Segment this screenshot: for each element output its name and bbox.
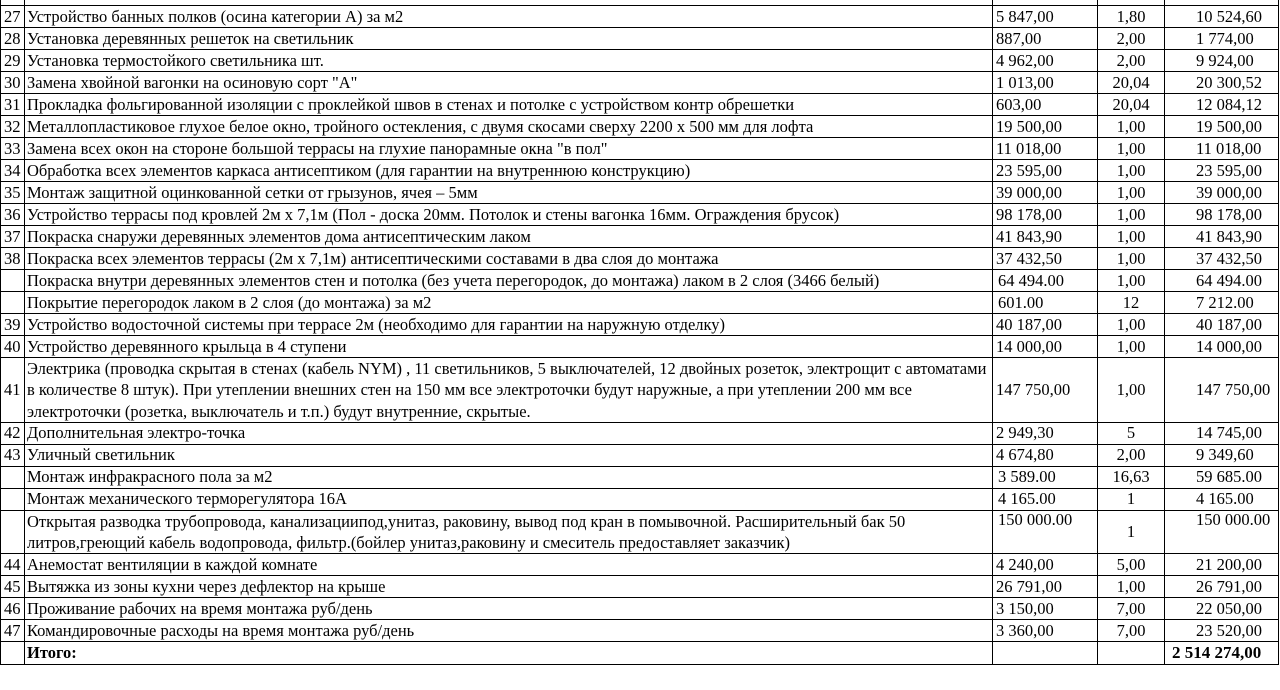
row-unit-price: 64 494.00 — [993, 270, 1098, 292]
row-unit-price: 23 595,00 — [993, 160, 1098, 182]
table-row — [1, 28, 1279, 50]
row-description: Покраска снаружи деревянных элементов дома антисептическим лаком — [25, 226, 993, 248]
row-total: 19 500,00 — [1165, 116, 1279, 138]
row-quantity: 1,00 — [1098, 314, 1165, 336]
table-row — [1, 620, 1279, 642]
row-quantity: 2,00 — [1098, 50, 1165, 72]
row-number: 29 — [1, 50, 25, 72]
row-total: 41 843,90 — [1165, 226, 1279, 248]
row-quantity: 12 — [1098, 292, 1165, 314]
row-total: 4 165.00 — [1165, 488, 1279, 510]
row-number: 33 — [1, 138, 25, 160]
row-unit-price: 4 962,00 — [993, 50, 1098, 72]
totals-label: Итого: — [25, 642, 993, 665]
row-quantity: 1,00 — [1098, 204, 1165, 226]
row-unit-price: 601.00 — [993, 292, 1098, 314]
row-number: 27 — [1, 6, 25, 28]
totals-num-cell — [1, 642, 25, 665]
row-quantity: 1,00 — [1098, 358, 1165, 423]
row-quantity: 1,00 — [1098, 336, 1165, 358]
table-row — [1, 598, 1279, 620]
row-description: Вытяжка из зоны кухни через дефлектор на крыше — [25, 576, 993, 598]
row-total: 9 349,60 — [1165, 444, 1279, 466]
table-row — [1, 50, 1279, 72]
table-row — [1, 422, 1279, 444]
row-number: 30 — [1, 72, 25, 94]
table-row — [1, 554, 1279, 576]
row-quantity: 1,00 — [1098, 270, 1165, 292]
row-unit-price: 41 843,90 — [993, 226, 1098, 248]
row-number: 35 — [1, 182, 25, 204]
table-row — [1, 94, 1279, 116]
row-quantity: 1,00 — [1098, 182, 1165, 204]
row-description: Анемостат вентиляции в каждой комнате — [25, 554, 993, 576]
row-unit-price: 14 000,00 — [993, 336, 1098, 358]
row-number: 42 — [1, 422, 25, 444]
row-description: Замена всех окон на стороне большой террасы на глухие панорамные окна "в пол" — [25, 138, 993, 160]
row-quantity: 5,00 — [1098, 554, 1165, 576]
row-unit-price: 147 750,00 — [993, 358, 1098, 423]
table-row — [1, 204, 1279, 226]
row-unit-price: 3 589.00 — [993, 466, 1098, 488]
row-total: 1 774,00 — [1165, 28, 1279, 50]
row-description: Электрика (проводка скрытая в стенах (кабель NYM) , 11 светильников, 5 выключателей, 12 двойных розеток, электрощит с автоматами в количестве 8 штук). При утеплении внешних стен на 150 мм все электроточки будут наружные, а при утеплении 200 мм все электроточки (розетка, выключатель и т.п.) будут внутренние, скрытые. — [25, 358, 993, 423]
row-unit-price: 3 150,00 — [993, 598, 1098, 620]
row-total: 39 000,00 — [1165, 182, 1279, 204]
row-total: 59 685.00 — [1165, 466, 1279, 488]
row-number: 31 — [1, 94, 25, 116]
row-total: 98 178,00 — [1165, 204, 1279, 226]
row-unit-price: 39 000,00 — [993, 182, 1098, 204]
row-unit-price: 11 018,00 — [993, 138, 1098, 160]
row-total: 10 524,60 — [1165, 6, 1279, 28]
row-number — [1, 466, 25, 488]
row-number — [1, 292, 25, 314]
row-number: 39 — [1, 314, 25, 336]
row-unit-price: 603,00 — [993, 94, 1098, 116]
row-description: Устройство деревянного крыльца в 4 ступени — [25, 336, 993, 358]
row-unit-price: 37 432,50 — [993, 248, 1098, 270]
row-description: Проживание рабочих на время монтажа руб/день — [25, 598, 993, 620]
row-number: 28 — [1, 28, 25, 50]
row-total: 11 018,00 — [1165, 138, 1279, 160]
row-number: 47 — [1, 620, 25, 642]
row-description: Металлопластиковое глухое белое окно, тройного остекления, с двумя скосами сверху 2200 х 500 мм для лофта — [25, 116, 993, 138]
row-unit-price: 3 360,00 — [993, 620, 1098, 642]
row-description: Прокладка фольгированной изоляции с проклейкой швов в стенах и потолке с устройством контр обрешетки — [25, 94, 993, 116]
row-total: 22 050,00 — [1165, 598, 1279, 620]
table-row — [1, 116, 1279, 138]
row-quantity: 1,00 — [1098, 248, 1165, 270]
row-total: 64 494.00 — [1165, 270, 1279, 292]
row-description: Покраска внутри деревянных элементов стен и потолка (без учета перегородок, до монтажа) лаком в 2 слоя (3466 белый) — [25, 270, 993, 292]
table-row — [1, 182, 1279, 204]
row-description: Установка деревянных решеток на светильник — [25, 28, 993, 50]
table-row — [1, 72, 1279, 94]
totals-qty-cell — [1098, 642, 1165, 665]
row-description: Обработка всех элементов каркаса антисептиком (для гарантии на внутреннюю конструкцию) — [25, 160, 993, 182]
row-description: Монтаж механического терморегулятора 16А — [25, 488, 993, 510]
table-row — [1, 358, 1279, 423]
row-quantity: 1,80 — [1098, 6, 1165, 28]
table-row — [1, 248, 1279, 270]
table-row — [1, 226, 1279, 248]
row-quantity: 20,04 — [1098, 94, 1165, 116]
row-quantity: 1,00 — [1098, 226, 1165, 248]
row-total: 150 000.00 — [1165, 510, 1279, 554]
row-quantity: 1,00 — [1098, 160, 1165, 182]
row-unit-price: 19 500,00 — [993, 116, 1098, 138]
row-unit-price: 40 187,00 — [993, 314, 1098, 336]
row-quantity: 1,00 — [1098, 576, 1165, 598]
row-number: 32 — [1, 116, 25, 138]
row-total: 14 745,00 — [1165, 422, 1279, 444]
row-description: Устройство водосточной системы при террасе 2м (необходимо для гарантии на наружную отделку) — [25, 314, 993, 336]
row-description: Устройство банных полков (осина категории А) за м2 — [25, 6, 993, 28]
row-total: 147 750,00 — [1165, 358, 1279, 423]
row-unit-price: 98 178,00 — [993, 204, 1098, 226]
totals-value: 2 514 274,00 — [1165, 642, 1279, 665]
row-total: 7 212.00 — [1165, 292, 1279, 314]
row-total: 21 200,00 — [1165, 554, 1279, 576]
row-total: 23 595,00 — [1165, 160, 1279, 182]
table-row — [1, 444, 1279, 466]
table-row — [1, 488, 1279, 510]
row-unit-price: 4 165.00 — [993, 488, 1098, 510]
table-row — [1, 292, 1279, 314]
row-total: 40 187,00 — [1165, 314, 1279, 336]
row-quantity: 7,00 — [1098, 598, 1165, 620]
row-description: Монтаж инфракрасного пола за м2 — [25, 466, 993, 488]
table-row — [1, 160, 1279, 182]
table-row — [1, 466, 1279, 488]
row-number: 37 — [1, 226, 25, 248]
row-quantity: 20,04 — [1098, 72, 1165, 94]
table-row — [1, 576, 1279, 598]
row-unit-price: 150 000.00 — [993, 510, 1098, 554]
row-unit-price: 887,00 — [993, 28, 1098, 50]
row-quantity: 1 — [1098, 488, 1165, 510]
row-number: 43 — [1, 444, 25, 466]
row-description: Покраска всех элементов террасы (2м х 7,1м) антисептическими составами в два слоя до монтажа — [25, 248, 993, 270]
row-description: Замена хвойной вагонки на осиновую сорт "А" — [25, 72, 993, 94]
row-quantity: 2,00 — [1098, 444, 1165, 466]
row-quantity: 1,00 — [1098, 138, 1165, 160]
row-description: Уличный светильник — [25, 444, 993, 466]
row-quantity: 1,00 — [1098, 116, 1165, 138]
row-description: Дополнительная электро-точка — [25, 422, 993, 444]
row-number: 38 — [1, 248, 25, 270]
table-row — [1, 314, 1279, 336]
row-number: 45 — [1, 576, 25, 598]
row-number: 40 — [1, 336, 25, 358]
row-description: Открытая разводка трубопровода, канализациипод,унитаз, раковину, вывод под кран в помывочной. Расширительный бак 50 литров,греющий кабель водопровода, фильтр.(бойлер унитаз,раковину и смеситель предоставляет заказчик) — [25, 510, 993, 554]
row-description: Монтаж защитной оцинкованной сетки от грызунов, ячея – 5мм — [25, 182, 993, 204]
row-number — [1, 270, 25, 292]
totals-price-cell — [993, 642, 1098, 665]
estimate-table-body — [1, 0, 1279, 665]
totals-row — [1, 642, 1279, 665]
row-total: 23 520,00 — [1165, 620, 1279, 642]
row-number: 34 — [1, 160, 25, 182]
row-number: 44 — [1, 554, 25, 576]
row-quantity: 2,00 — [1098, 28, 1165, 50]
row-quantity: 16,63 — [1098, 466, 1165, 488]
row-total: 37 432,50 — [1165, 248, 1279, 270]
row-unit-price: 4 240,00 — [993, 554, 1098, 576]
row-unit-price: 1 013,00 — [993, 72, 1098, 94]
row-total: 9 924,00 — [1165, 50, 1279, 72]
row-number — [1, 488, 25, 510]
row-quantity: 5 — [1098, 422, 1165, 444]
row-unit-price: 26 791,00 — [993, 576, 1098, 598]
row-number: 36 — [1, 204, 25, 226]
table-row — [1, 138, 1279, 160]
row-number: 46 — [1, 598, 25, 620]
table-row — [1, 270, 1279, 292]
row-number: 41 — [1, 358, 25, 423]
row-description: Устройство террасы под кровлей 2м х 7,1м (Пол - доска 20мм. Потолок и стены вагонка 16мм. Ограждения брусок) — [25, 204, 993, 226]
row-description: Покрытие перегородок лаком в 2 слоя (до монтажа) за м2 — [25, 292, 993, 314]
row-number — [1, 510, 25, 554]
row-total: 14 000,00 — [1165, 336, 1279, 358]
table-row — [1, 510, 1279, 554]
row-total: 26 791,00 — [1165, 576, 1279, 598]
row-unit-price: 2 949,30 — [993, 422, 1098, 444]
row-unit-price: 5 847,00 — [993, 6, 1098, 28]
row-unit-price: 4 674,80 — [993, 444, 1098, 466]
row-total: 12 084,12 — [1165, 94, 1279, 116]
row-quantity: 1 — [1098, 510, 1165, 554]
row-description: Командировочные расходы на время монтажа руб/день — [25, 620, 993, 642]
row-description: Установка термостойкого светильника шт. — [25, 50, 993, 72]
table-row — [1, 6, 1279, 28]
row-total: 20 300,52 — [1165, 72, 1279, 94]
table-row — [1, 336, 1279, 358]
row-quantity: 7,00 — [1098, 620, 1165, 642]
